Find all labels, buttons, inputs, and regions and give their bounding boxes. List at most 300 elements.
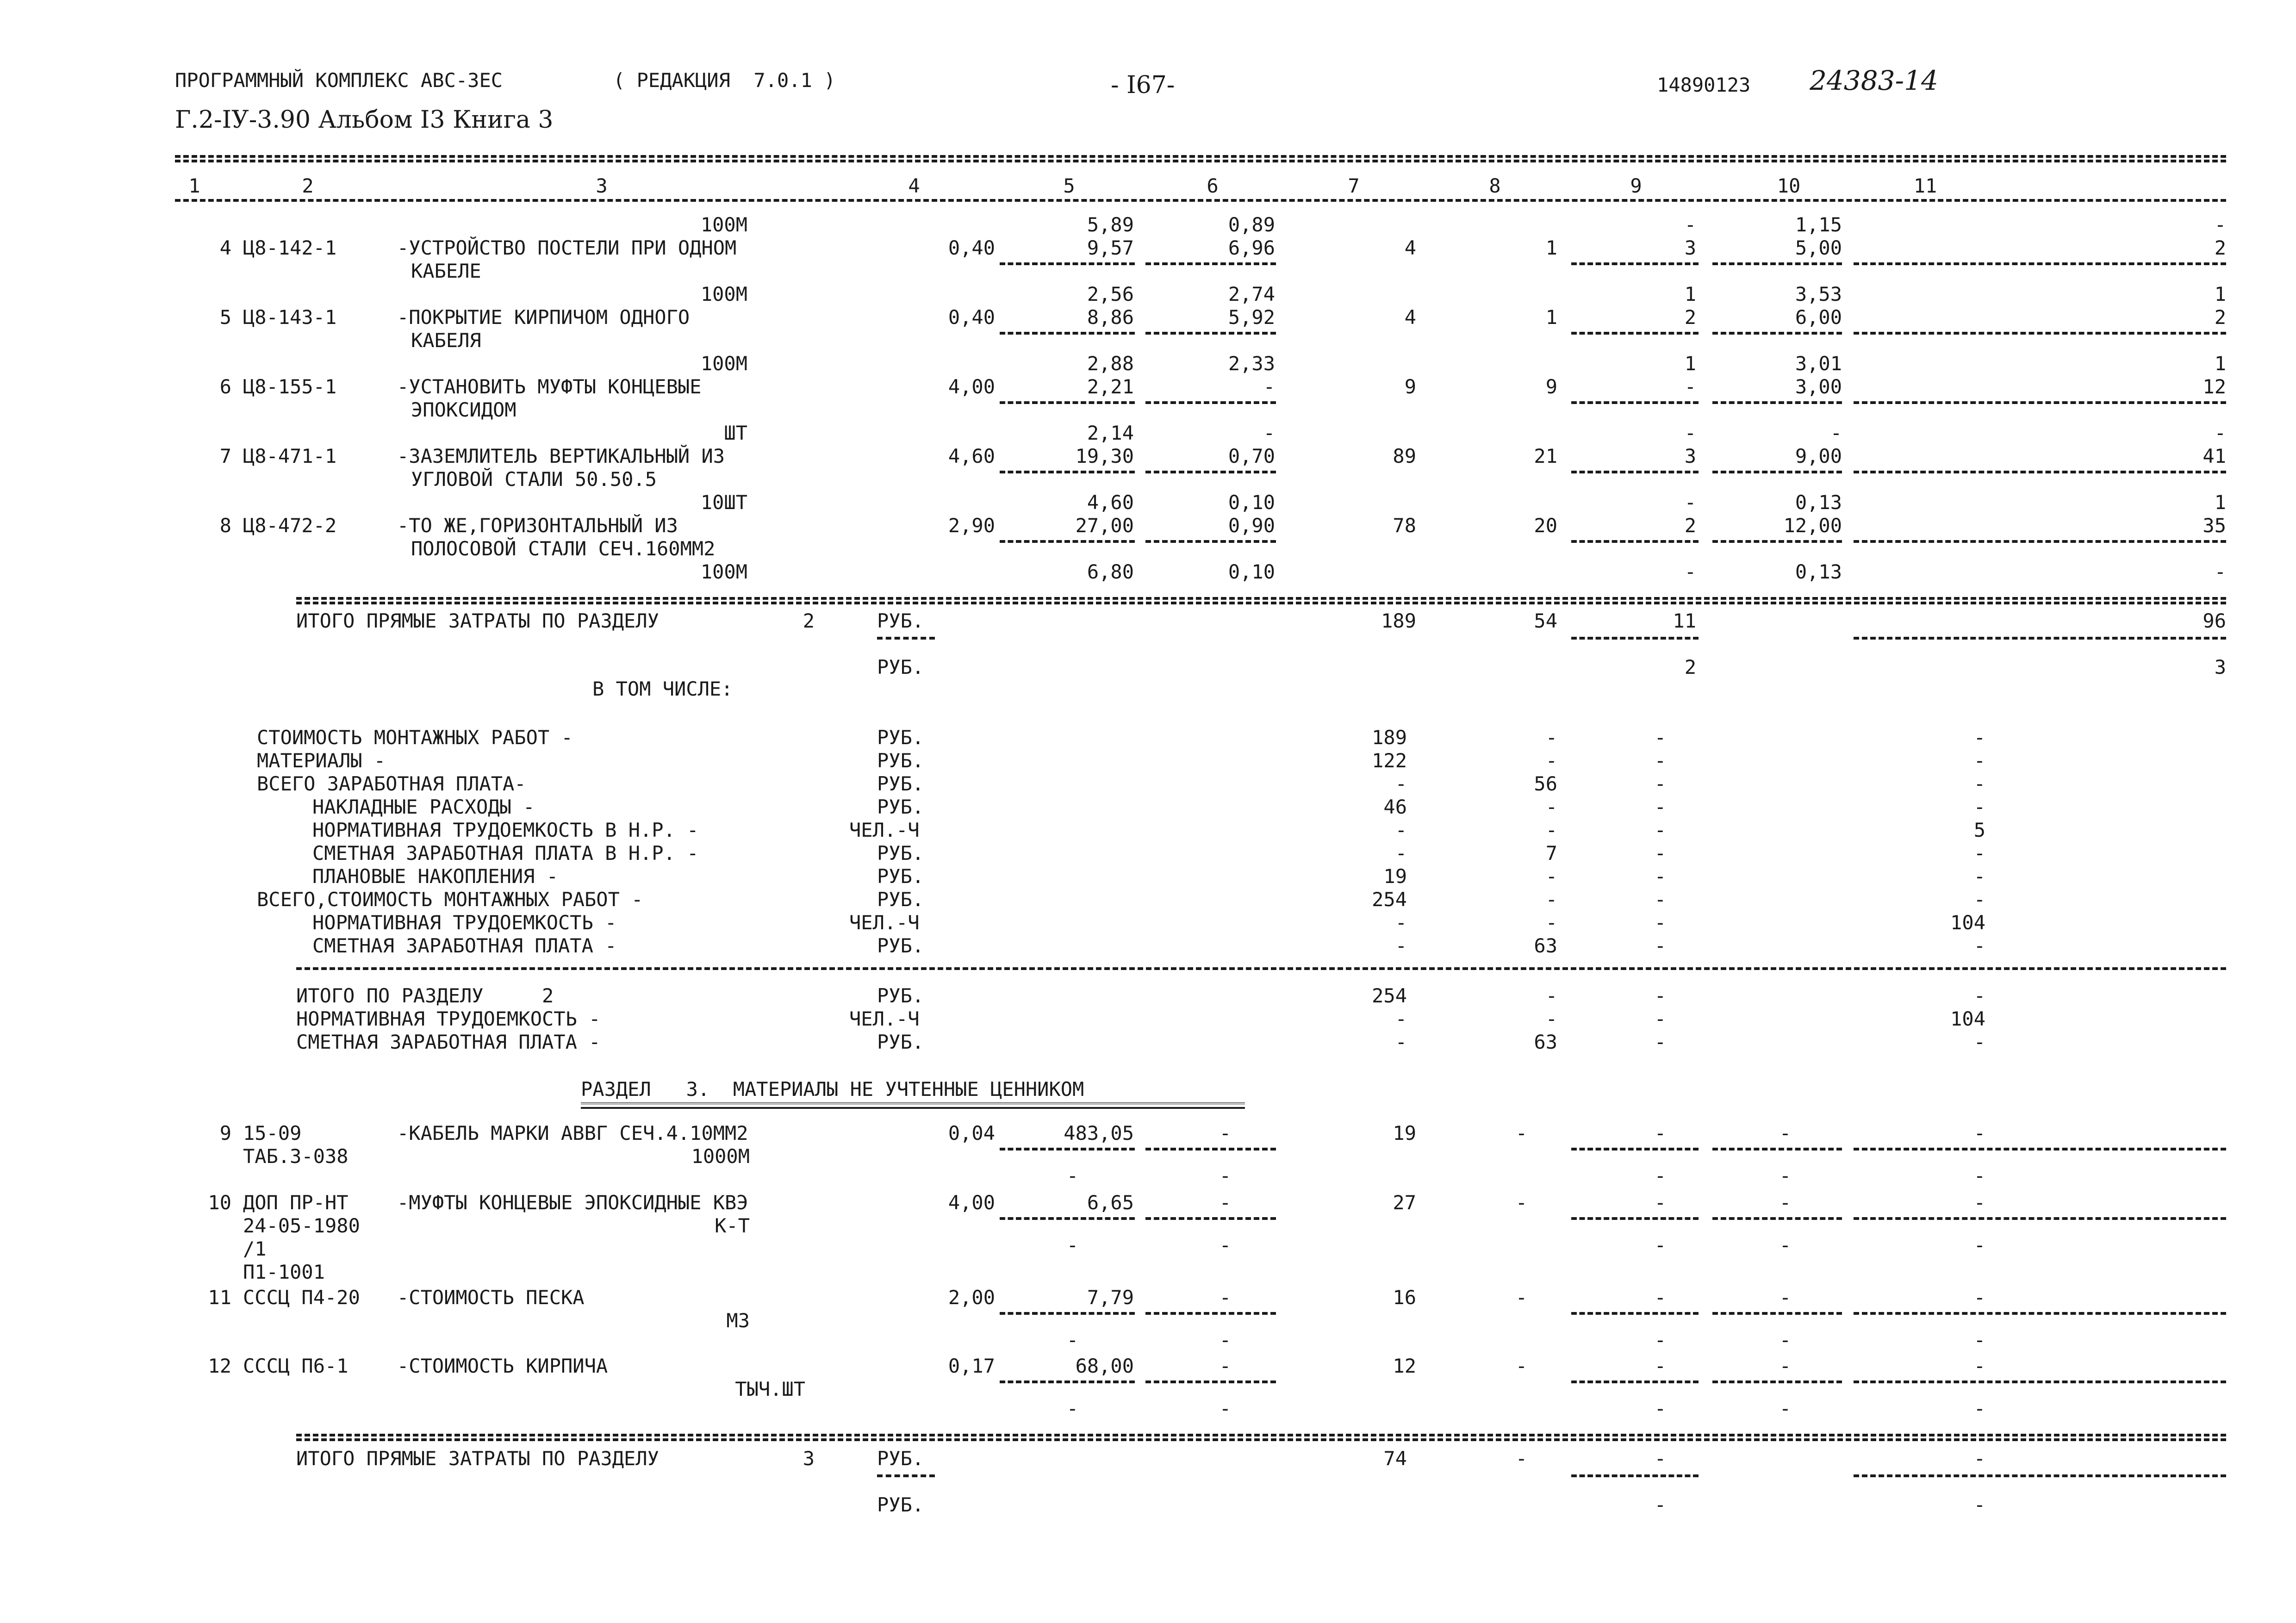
material-below-col10: - [1779,1164,1791,1187]
section-total-col11: - [1973,984,1985,1007]
breakdown-col8: 56 [1534,772,1557,795]
row-code: Ц8-471-1 [243,445,337,467]
cell-col9-extra: - [1684,491,1696,514]
including-label: В ТОМ ЧИСЛЕ: [592,678,733,700]
section-rule [296,967,2226,970]
total3-section: 3 [803,1447,815,1470]
cell-col11-extra: - [2214,560,2226,583]
section-total-col7: - [1395,1007,1407,1030]
cell-divider [1145,332,1276,335]
row-unit: 100М [700,283,747,305]
material-unit: ТЫЧ.ШТ [735,1378,805,1400]
breakdown-label: ВСЕГО,СТОИМОСТЬ МОНТАЖНЫХ РАБОТ - [257,888,643,911]
section3-title: РАЗДЕЛ 3. МАТЕРИАЛЫ НЕ УЧТЕННЫЕ ЦЕННИКОМ [581,1078,1084,1101]
breakdown-col7: - [1395,772,1407,795]
cell-col7: 4 [1404,236,1416,259]
section-total-col7: - [1395,1031,1407,1053]
material-below-col11: - [1973,1164,1985,1187]
breakdown-col7: 122 [1372,749,1407,772]
cell-divider [1145,1148,1276,1150]
section-rule [296,597,2226,600]
breakdown-label: НАКЛАДНЫЕ РАСХОДЫ - [312,796,535,818]
section-total-label: ИТОГО ПО РАЗДЕЛУ 2 [296,984,554,1007]
cell-divider [1854,332,2226,335]
cell-divider [1712,471,1842,473]
row-name: -ТО ЖЕ,ГОРИЗОНТАЛЬНЫЙ ИЗ [397,514,678,537]
cell-col5-extra: 2,88 [1087,352,1134,375]
material-col8: - [1515,1191,1527,1214]
cell-divider [1854,1217,2226,1220]
cell-col6: 5,92 [1228,306,1275,329]
row-number: 7 [219,445,231,467]
breakdown-col8: - [1545,749,1557,772]
cell-divider [1854,471,2226,473]
material-unit: М3 [726,1309,750,1332]
material-below-col6: - [1219,1397,1231,1420]
section-total-label: СМЕТНАЯ ЗАРАБОТНАЯ ПЛАТА - [296,1031,601,1053]
material-unit: К-Т [715,1214,750,1237]
cell-col11: 41 [2203,445,2226,467]
cell-col10-extra: 3,53 [1795,283,1842,305]
material-empty-c11: - [1973,1355,1985,1377]
total3-col11: - [1973,1447,1985,1470]
section-total-unit: РУБ. [877,1031,924,1053]
cell-col8: 20 [1534,514,1557,537]
section-rule [296,1438,2226,1441]
column-header-7: 7 [1348,174,1360,197]
cell-col10: 5,00 [1795,236,1842,259]
total-col11: 96 [2203,609,2226,632]
material-quantity: 0,04 [948,1122,995,1144]
breakdown-unit: РУБ. [877,726,924,749]
breakdown-unit: РУБ. [877,796,924,818]
cell-col9-extra: - [1684,560,1696,583]
cell-divider [1145,471,1276,473]
cell-col5-extra: 2,14 [1087,422,1134,444]
material-col7: 12 [1393,1355,1416,1377]
column-header-2: 2 [302,174,314,197]
material-empty-c10: - [1779,1191,1791,1214]
cell-divider [1000,1312,1135,1315]
total-unit-2: РУБ. [877,656,924,678]
breakdown-col7: - [1395,911,1407,934]
row-name-cont: КАБЕЛЯ [411,329,481,352]
material-col6: - [1219,1355,1231,1377]
cell-divider [1571,401,1699,404]
cell-col10-extra: 3,01 [1795,352,1842,375]
breakdown-unit: ЧЕЛ.-Ч [849,911,920,934]
cell-divider [1712,1380,1842,1383]
column-header-1: 1 [188,174,200,197]
row-number: 4 [219,236,231,259]
material-number: 10 [208,1191,231,1214]
total3-col8: - [1515,1447,1527,1470]
breakdown-col8: - [1545,726,1557,749]
cell-col11: 12 [2203,375,2226,398]
edition: ( РЕДАКЦИЯ 7.0.1 ) [613,69,836,92]
cell-divider [1712,1217,1842,1220]
breakdown-col11: - [1973,726,1985,749]
row-unit: 100М [700,213,747,236]
cell-col9-extra: - [1684,422,1696,444]
cell-divider [1854,1148,2226,1150]
cell-col5: 27,00 [1075,514,1134,537]
cell-col9: - [1684,375,1696,398]
cell-col9: 2 [1684,514,1696,537]
cell-col5-extra: 4,60 [1087,491,1134,514]
cell-divider [1000,471,1135,473]
cell-col6: - [1263,375,1275,398]
column-header-10: 10 [1777,174,1801,197]
total-unit: РУБ. [877,609,924,632]
section-total-col9: - [1654,1007,1666,1030]
material-code: СССЦ П4-20 [243,1286,360,1309]
material-quantity: 2,00 [948,1286,995,1309]
material-number: 9 [219,1122,231,1144]
column-header-4: 4 [908,174,920,197]
cell-col10: 9,00 [1795,445,1842,467]
row-name: -ЗАЗЕМЛИТЕЛЬ ВЕРТИКАЛЬНЫЙ ИЗ [397,445,725,467]
cell-divider [1571,637,1699,640]
breakdown-col11: - [1973,865,1985,888]
breakdown-label: НОРМАТИВНАЯ ТРУДОЕМКОСТЬ - [312,911,617,934]
column-header-9: 9 [1630,174,1642,197]
cell-col8: 1 [1545,306,1557,329]
cell-divider [1712,401,1842,404]
material-col6: - [1219,1122,1231,1144]
total-col9: 11 [1673,609,1696,632]
material-col5: 7,79 [1087,1286,1134,1309]
column-header-5: 5 [1063,174,1075,197]
section-total-col8: - [1545,1007,1557,1030]
cell-col10: 12,00 [1783,514,1842,537]
cell-divider [1571,1312,1699,1315]
breakdown-label: СМЕТНАЯ ЗАРАБОТНАЯ ПЛАТА - [312,934,617,957]
material-col7: 16 [1393,1286,1416,1309]
row-name: -ПОКРЫТИЕ КИРПИЧОМ ОДНОГО [397,306,690,329]
cell-divider [1145,1380,1276,1383]
cell-col5: 9,57 [1087,236,1134,259]
cell-col11: 2 [2214,236,2226,259]
cell-col9: 2 [1684,306,1696,329]
row-code: Ц8-155-1 [243,375,337,398]
breakdown-col11: 104 [1950,911,1985,934]
breakdown-col9: - [1654,749,1666,772]
cell-col5-extra: 5,89 [1087,213,1134,236]
material-col5: 483,05 [1064,1122,1134,1144]
breakdown-col8: - [1545,911,1557,934]
section-total-col11: - [1973,1031,1985,1053]
cell-divider [1000,1217,1135,1220]
cell-col8: 9 [1545,375,1557,398]
document-code: 14890123 [1657,74,1751,96]
cell-divider [1000,1380,1135,1383]
material-below-col10: - [1779,1329,1791,1351]
breakdown-col7: 254 [1372,888,1407,911]
cell-col11-extra: - [2214,422,2226,444]
handwritten-stamp: 24383-14 [1810,65,1938,96]
material-code: 15-09 [243,1122,302,1144]
cell-divider [1854,1312,2226,1315]
total3-col11-b: - [1973,1493,1985,1516]
material-name: -СТОИМОСТЬ ПЕСКА [397,1286,585,1309]
total-col7: 189 [1381,609,1416,632]
row-number: 6 [219,375,231,398]
material-empty-c11: - [1973,1122,1985,1144]
cell-divider [1571,1148,1699,1150]
total-col9-b: 2 [1684,656,1696,678]
cell-divider [1571,1380,1699,1383]
breakdown-label: СМЕТНАЯ ЗАРАБОТНАЯ ПЛАТА В Н.Р. - [312,842,699,864]
row-code: Ц8-472-2 [243,514,337,537]
material-below-col6: - [1219,1234,1231,1256]
cell-col10-extra: 0,13 [1795,560,1842,583]
cell-divider [1854,262,2226,265]
material-empty-c11: - [1973,1191,1985,1214]
cell-divider [1712,1148,1842,1150]
breakdown-col8: - [1545,865,1557,888]
row-unit: ШТ [724,422,747,444]
material-empty-c9: - [1654,1286,1666,1309]
cell-col6: 6,96 [1228,236,1275,259]
cell-col5-extra: 2,56 [1087,283,1134,305]
row-name: -УСТРОЙСТВО ПОСТЕЛИ ПРИ ОДНОМ [397,236,737,259]
cell-divider [1571,540,1699,543]
section3-underline [581,1102,1245,1109]
cell-divider [1571,262,1699,265]
unit-rule [877,637,935,640]
cell-col5-extra: 6,80 [1087,560,1134,583]
cell-col6-extra: 0,10 [1228,491,1275,514]
total3-unit-2: РУБ. [877,1493,924,1516]
section-total-col8: - [1545,984,1557,1007]
material-code-2: 24-05-1980 [243,1214,360,1237]
breakdown-unit: РУБ. [877,934,924,957]
cell-col6-extra: 2,33 [1228,352,1275,375]
material-empty-c9: - [1654,1355,1666,1377]
breakdown-col9: - [1654,911,1666,934]
breakdown-col7: 19 [1383,865,1407,888]
material-below-col9: - [1654,1234,1666,1256]
page-number: - I67- [1111,71,1175,99]
material-number: 11 [208,1286,231,1309]
cell-divider [1571,332,1699,335]
breakdown-col11: - [1973,934,1985,957]
cell-col10-extra: 1,15 [1795,213,1842,236]
material-empty-c10: - [1779,1286,1791,1309]
material-below-col5: - [1066,1234,1078,1256]
material-col7: 27 [1393,1191,1416,1214]
cell-col6-extra: - [1263,422,1275,444]
material-quantity: 0,17 [948,1355,995,1377]
breakdown-unit: ЧЕЛ.-Ч [849,819,920,841]
cell-col7: 4 [1404,306,1416,329]
breakdown-label: МАТЕРИАЛЫ - [257,749,386,772]
material-col5: 6,65 [1087,1191,1134,1214]
cell-col7: 89 [1393,445,1416,467]
total3-col9: - [1654,1447,1666,1470]
material-empty-c9: - [1654,1191,1666,1214]
row-quantity: 4,00 [948,375,995,398]
breakdown-col8: - [1545,819,1557,841]
material-below-col6: - [1219,1329,1231,1351]
cell-col5: 19,30 [1075,445,1134,467]
cell-col11-extra: 1 [2214,283,2226,305]
material-code-2: ТАБ.3-038 [243,1145,348,1168]
material-name: -КАБЕЛЬ МАРКИ АВВГ СЕЧ.4.10ММ2 [397,1122,748,1144]
column-header-11: 11 [1913,174,1937,197]
material-number: 12 [208,1355,231,1377]
breakdown-col9: - [1654,865,1666,888]
material-below-col6: - [1219,1164,1231,1187]
material-below-col11: - [1973,1234,1985,1256]
cell-col10-extra: 0,13 [1795,491,1842,514]
section-total-col8: 63 [1534,1031,1557,1053]
cell-divider [1571,471,1699,473]
total3-col9-b: - [1654,1493,1666,1516]
row-unit: 10ШТ [700,491,747,514]
cell-divider [1712,1312,1842,1315]
cell-col11-extra: 1 [2214,352,2226,375]
cell-col8: 21 [1534,445,1557,467]
cell-col11-extra: 1 [2214,491,2226,514]
row-unit: 100М [700,352,747,375]
breakdown-unit: РУБ. [877,865,924,888]
cell-divider [1854,1380,2226,1383]
section-rule [296,1434,2226,1436]
material-empty-c9: - [1654,1122,1666,1144]
material-col8: - [1515,1122,1527,1144]
cell-col6: 0,90 [1228,514,1275,537]
breakdown-col9: - [1654,934,1666,957]
cell-divider [1145,540,1276,543]
breakdown-col9: - [1654,819,1666,841]
row-name-cont: УГЛОВОЙ СТАЛИ 50.50.5 [411,468,657,491]
cell-divider [1712,332,1842,335]
section-total-label: НОРМАТИВНАЯ ТРУДОЕМКОСТЬ - [296,1007,601,1030]
column-header-8: 8 [1489,174,1501,197]
cell-divider [1571,1474,1699,1477]
material-col7: 19 [1393,1122,1416,1144]
material-below-col10: - [1779,1397,1791,1420]
cell-col10: 6,00 [1795,306,1842,329]
album-title: Г.2-IУ-3.90 Альбом I3 Книга 3 [175,106,554,134]
row-code: Ц8-143-1 [243,306,337,329]
cell-divider [1854,1474,2226,1477]
breakdown-col7: 46 [1383,796,1407,818]
material-below-col11: - [1973,1397,1985,1420]
material-empty-c10: - [1779,1355,1791,1377]
cell-col10: 3,00 [1795,375,1842,398]
material-below-col11: - [1973,1329,1985,1351]
total-section: 2 [803,609,815,632]
unit-rule [877,1474,935,1477]
total-col8: 54 [1534,609,1557,632]
material-unit: 1000М [691,1145,750,1168]
section-rule [296,602,2226,604]
material-below-col9: - [1654,1164,1666,1187]
material-col6: - [1219,1286,1231,1309]
row-quantity: 0,40 [948,306,995,329]
material-code: ДОП ПР-НТ [243,1191,348,1214]
cell-col6-extra: 2,74 [1228,283,1275,305]
breakdown-unit: РУБ. [877,842,924,864]
cell-divider [1854,540,2226,543]
total3-label: ИТОГО ПРЯМЫЕ ЗАТРАТЫ ПО РАЗДЕЛУ [296,1447,659,1470]
material-below-col9: - [1654,1397,1666,1420]
row-name-cont: КАБЕЛЕ [411,260,481,282]
cell-divider [1854,401,2226,404]
material-code-4: П1-1001 [243,1261,325,1283]
row-unit: 100М [700,560,747,583]
breakdown-col9: - [1654,772,1666,795]
breakdown-unit: РУБ. [877,749,924,772]
cell-divider [1712,262,1842,265]
breakdown-label: СТОИМОСТЬ МОНТАЖНЫХ РАБОТ - [257,726,573,749]
total3-unit: РУБ. [877,1447,924,1470]
breakdown-col9: - [1654,726,1666,749]
section-total-col9: - [1654,1031,1666,1053]
breakdown-col9: - [1654,888,1666,911]
cell-divider [1000,332,1135,335]
cell-col9-extra: - [1684,213,1696,236]
breakdown-col11: - [1973,749,1985,772]
material-name: -МУФТЫ КОНЦЕВЫЕ ЭПОКСИДНЫЕ КВЭ [397,1191,748,1214]
breakdown-col11: - [1973,888,1985,911]
header-top-rule [175,155,2226,158]
breakdown-col7: 189 [1372,726,1407,749]
cell-divider [1000,262,1135,265]
material-below-col10: - [1779,1234,1791,1256]
cell-col9-extra: 1 [1684,352,1696,375]
cell-divider [1000,540,1135,543]
row-code: Ц8-142-1 [243,236,337,259]
material-col6: - [1219,1191,1231,1214]
row-number: 8 [219,514,231,537]
cell-col10-extra: - [1830,422,1842,444]
cell-divider [1145,1217,1276,1220]
total-label: ИТОГО ПРЯМЫЕ ЗАТРАТЫ ПО РАЗДЕЛУ [296,609,659,632]
material-code: СССЦ П6-1 [243,1355,348,1377]
row-quantity: 2,90 [948,514,995,537]
cell-col6: 0,70 [1228,445,1275,467]
breakdown-col9: - [1654,842,1666,864]
cell-divider [1145,262,1276,265]
material-name: -СТОИМОСТЬ КИРПИЧА [397,1355,608,1377]
cell-divider [1854,637,2226,640]
breakdown-col7: - [1395,819,1407,841]
material-below-col5: - [1066,1397,1078,1420]
cell-col5: 8,86 [1087,306,1134,329]
breakdown-unit: РУБ. [877,772,924,795]
breakdown-col8: - [1545,888,1557,911]
breakdown-col7: - [1395,842,1407,864]
cell-col9-extra: 1 [1684,283,1696,305]
cell-col7: 78 [1393,514,1416,537]
row-quantity: 4,60 [948,445,995,467]
material-code-3: /1 [243,1237,267,1260]
section-total-col9: - [1654,984,1666,1007]
cell-col6-extra: 0,10 [1228,560,1275,583]
row-name-cont: ЭПОКСИДОМ [411,398,516,421]
cell-divider [1000,401,1135,404]
cell-col9: 3 [1684,445,1696,467]
material-quantity: 4,00 [948,1191,995,1214]
breakdown-col11: - [1973,772,1985,795]
breakdown-label: НОРМАТИВНАЯ ТРУДОЕМКОСТЬ В Н.Р. - [312,819,699,841]
material-below-col5: - [1066,1329,1078,1351]
cell-divider [1571,1217,1699,1220]
